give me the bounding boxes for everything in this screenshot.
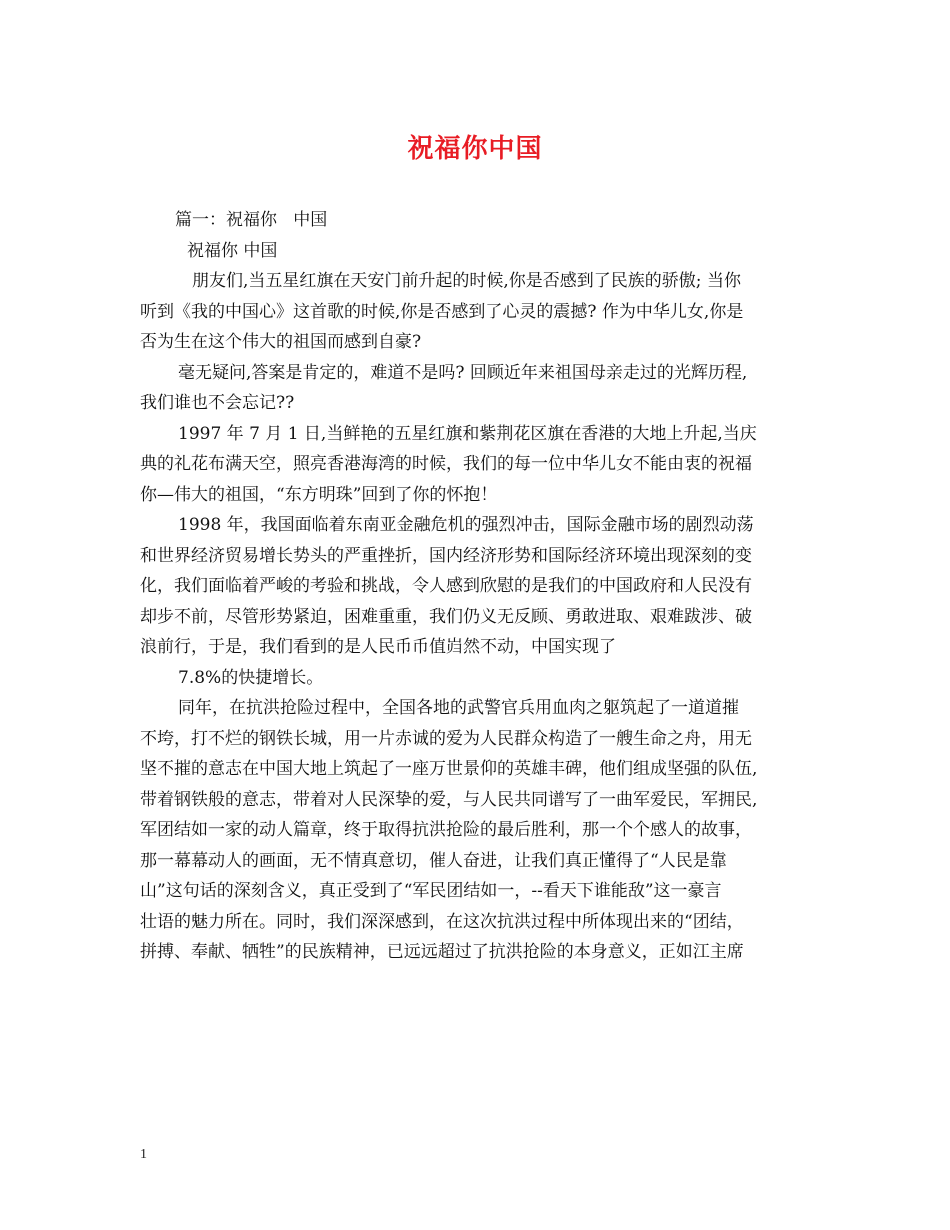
body-line: 7.8%的快捷增长。 (178, 667, 324, 688)
body-line: 浪前行，于是，我们看到的是人民币币值岿然不动，中国实现了 (140, 637, 616, 657)
body-line: 壮语的魅力所在。同时，我们深深感到，在这次抗洪过程中所体现出来的“团结， (140, 911, 744, 932)
body-line: 毫无疑问,答案是肯定的，难道不是吗? 回顾近年来祖国母亲走过的光辉历程, (178, 362, 748, 383)
body-line: 却步不前，尽管形势紧迫，困难重重，我们仍义无反顾、勇敢进取、艰难跋涉、破 (140, 606, 752, 627)
body-line: 军团结如一家的动人篇章，终于取得抗洪抢险的最后胜利，那一个个感人的故事， (140, 820, 752, 840)
body-line: 拼搏、奉献、牺牲”的民族精神，已远远超过了抗洪抢险的本身意义，正如江主席 (140, 942, 744, 962)
subheading: 祝福你 中国 (187, 240, 278, 261)
page-number: 1 (140, 1147, 147, 1162)
body-line: 1998 年，我国面临着东南亚金融危机的强烈冲击，国际金融市场的剧烈动荡 (178, 515, 754, 535)
body-line: 你—伟大的祖国，“东方明珠”回到了你的怀抱！ (140, 484, 498, 505)
body-line: 典的礼花布满天空，照亮香港海湾的时候，我们的每一位中华儿女不能由衷的祝福 (140, 454, 752, 474)
body-line: 否为生在这个伟大的祖国而感到自豪? (140, 332, 422, 352)
body-line: 朋友们,当五星红旗在天安门前升起的时候,你是否感到了民族的骄傲; 当你 (192, 271, 741, 291)
body-line: 1997 年 7 月 1 日,当鲜艳的五星红旗和紫荆花区旗在香港的大地上升起,当庆 (178, 423, 757, 444)
body-line: 听到《我的中国心》这首歌的时候,你是否感到了心灵的震撼? 作为中华儿女,你是 (140, 301, 744, 322)
body-line: 山”这句话的深刻含义，真正受到了“军民团结如一，--看天下谁能敌”这一豪言 (140, 881, 722, 901)
page-title: 祝福你中国 (407, 134, 543, 164)
body-line: 化，我们面临着严峻的考验和挑战，令人感到欣慰的是我们的中国政府和人民没有 (140, 576, 752, 596)
document-body (140, 205, 815, 968)
body-line: 和世界经济贸易增长势头的严重挫折，国内经济形势和国际经济环境出现深刻的变 (140, 545, 752, 566)
body-line: 那一幕幕动人的画面，无不情真意切，催人奋进，让我们真正懂得了“人民是靠 (140, 850, 727, 871)
section-heading: 篇一：祝福你 中国 (175, 210, 328, 230)
body-line: 我们谁也不会忘记?? (140, 393, 295, 413)
body-line: 同年，在抗洪抢险过程中，全国各地的武警官兵用血肉之躯筑起了一道道摧 (178, 698, 739, 718)
body-line: 坚不摧的意志在中国大地上筑起了一座万世景仰的英雄丰碑，他们组成坚强的队伍, (140, 759, 758, 779)
body-line: 不垮，打不烂的钢铁长城，用一片赤诚的爱为人民群众构造了一艘生命之舟，用无 (140, 728, 752, 749)
body-line: 带着钢铁般的意志，带着对人民深挚的爱，与人民共同谱写了一曲军爱民，军拥民, (140, 789, 758, 810)
